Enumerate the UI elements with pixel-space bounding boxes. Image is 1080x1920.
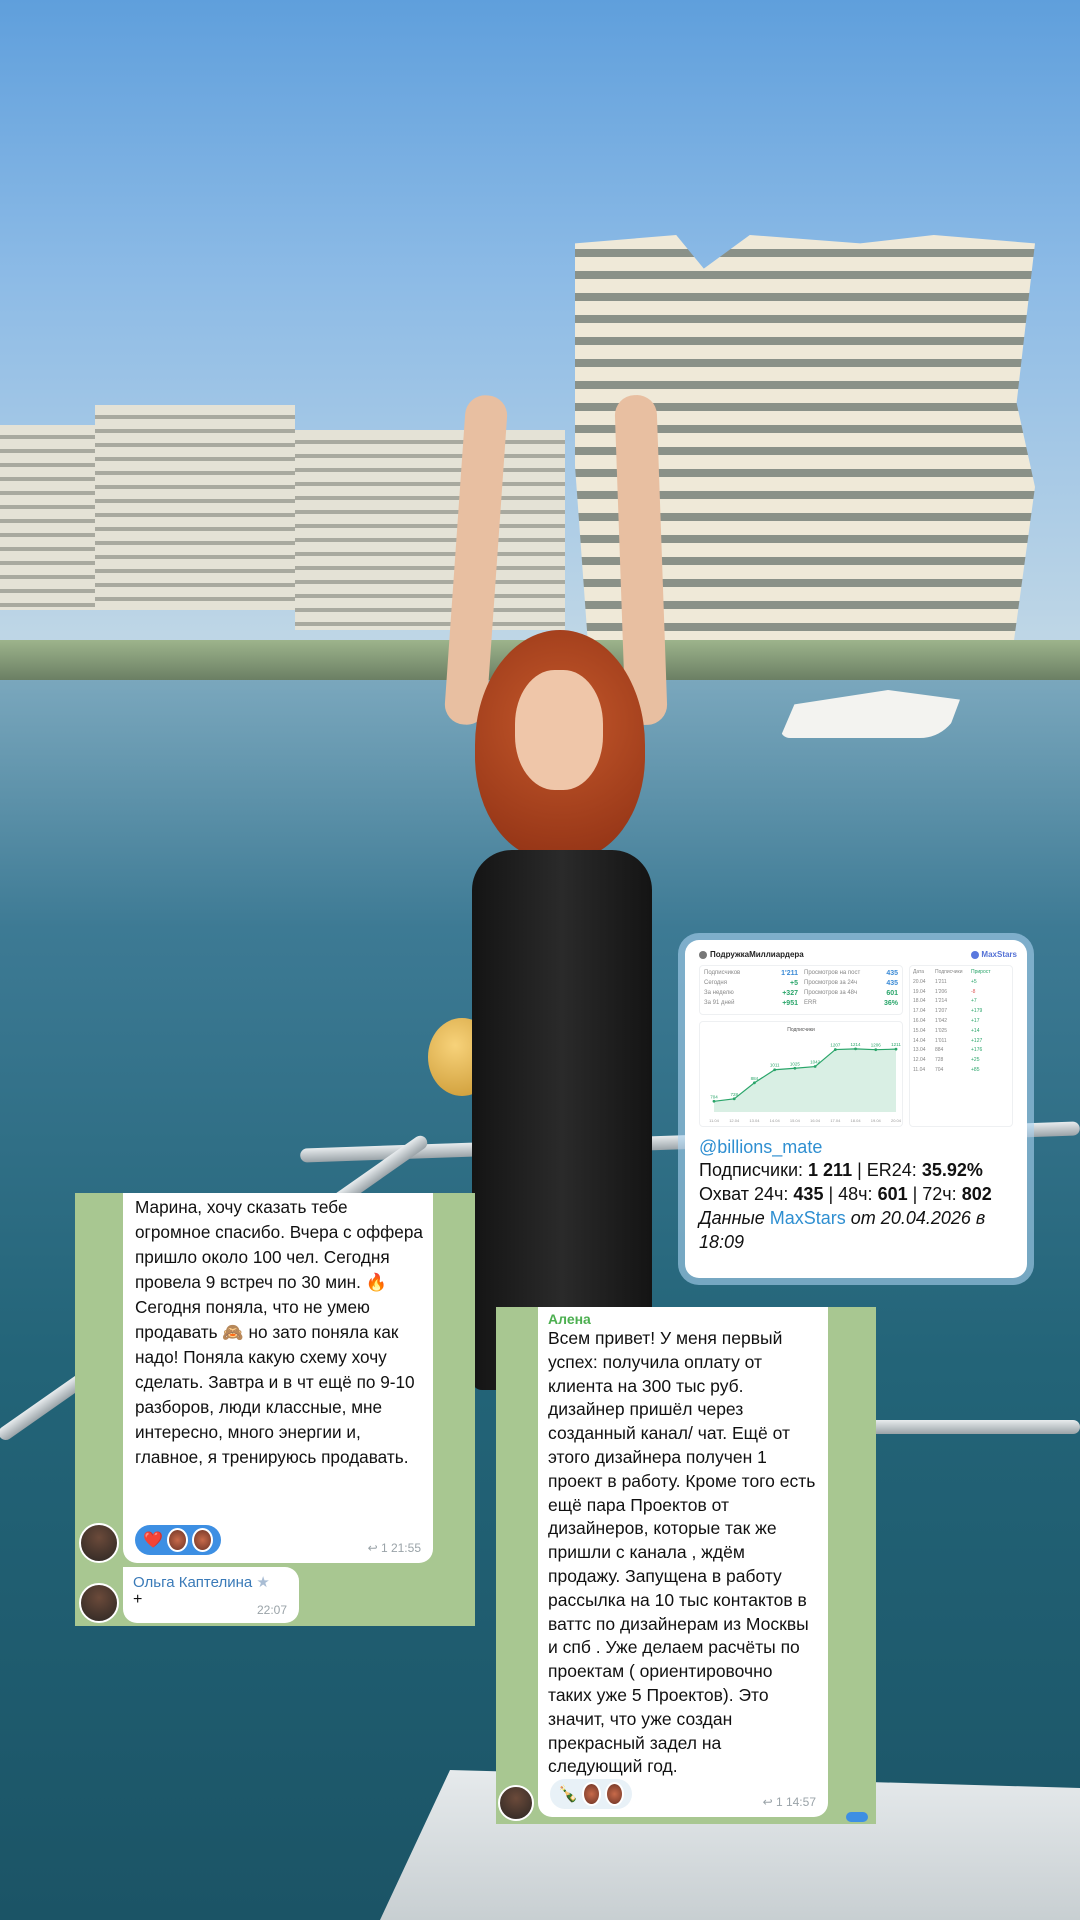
- message-text: Марина, хочу сказать тебе огромное спасибо. Вчера с оффера пришло около 100 чел. Сегодня провела 9 встреч по 30 мин. 🔥 Сегодня поняла, что не умею продавать 🙈 но зато поняла как надо! Поняла какую схему хочу сделать. Завтра и в чт ещё по 9-10 разборов, люди классные, мне интересно, много энергии и, главное, я тренируюсь продавать.: [135, 1197, 423, 1467]
- chart-data-label: 1206: [870, 1042, 881, 1048]
- table-row: [913, 998, 1009, 1008]
- reach-line: Охват 24ч: 435 | 48ч: 601 | 72ч: 802: [699, 1184, 992, 1204]
- table-cell: 704: [935, 1066, 944, 1073]
- table-cell: +14: [971, 1027, 980, 1034]
- chart-tick-label: 14.04: [769, 1118, 780, 1123]
- sender-name[interactable]: Алена: [548, 1311, 591, 1327]
- chart-point: [713, 1100, 716, 1103]
- table-cell: +176: [971, 1047, 983, 1054]
- reactor-avatar: [582, 1782, 601, 1806]
- table-cell: +7: [971, 998, 977, 1005]
- reactor-avatar: [192, 1528, 213, 1552]
- channel-avatar-icon: [699, 951, 707, 959]
- metric-label: За 91 дней: [704, 1000, 735, 1006]
- table-cell: 12.04: [913, 1057, 926, 1064]
- data-source-line: Данные MaxStars от 20.04.2026 в 18:09: [699, 1208, 986, 1252]
- chart-point: [814, 1065, 817, 1068]
- metric-label: Просмотров за 24ч: [804, 980, 858, 986]
- chart-point: [733, 1097, 736, 1100]
- table-cell: 17.04: [913, 1008, 926, 1015]
- chart-tick-label: 11.04: [709, 1118, 719, 1123]
- chart-tick-label: 17.04: [830, 1118, 841, 1123]
- table-cell: 1'211: [935, 978, 947, 985]
- metric-row: [704, 990, 798, 1000]
- table-row: [913, 1067, 1009, 1077]
- reactor-avatar: [167, 1528, 188, 1552]
- avatar[interactable]: [79, 1523, 119, 1563]
- table-cell: 1'214: [935, 998, 948, 1005]
- reactions[interactable]: [550, 1779, 632, 1809]
- chart-point: [773, 1068, 776, 1071]
- table-header: [913, 969, 1009, 979]
- reply-bubble: [123, 1567, 299, 1623]
- chart-data-label: 1042: [810, 1059, 821, 1065]
- metric-row: [804, 990, 898, 1000]
- table-cell: +85: [971, 1066, 980, 1073]
- boat-rail: [860, 1420, 1080, 1434]
- table-row: [913, 989, 1009, 999]
- table-cell: 1'011: [935, 1037, 947, 1044]
- table-cell: 18.04: [913, 998, 926, 1005]
- table-cell: 11.04: [913, 1066, 926, 1073]
- table-cell: 884: [935, 1047, 944, 1054]
- table-cell: +25: [971, 1057, 980, 1064]
- table-cell: +179: [971, 1008, 983, 1015]
- stats-left-panel: [699, 965, 903, 1127]
- message-text: Всем привет! У меня первый успех: получила оплату от клиента на 300 тыс руб. дизайнер пришёл через созданный канал/ чат. Ещё от этого дизайнера получен 1 проект в работу. Кроме того есть ещё пара Проектов от дизайнеров, которые так же пришли с канала , ждём продажу. Запущена в работу рассылка на 10 тыс контактов в ваттс по дизайнерам из Москвы и спб . Уже делаем расчёты по проектам ( ориентировочно таких уже 5 Проектов). Это значит, что уже создан прекрасный задел на следующий год.: [548, 1328, 816, 1777]
- channel-handle[interactable]: @billions_mate: [699, 1137, 823, 1157]
- table-cell: -8: [971, 988, 976, 995]
- table-row: [913, 1008, 1009, 1018]
- table-cell: 15.04: [913, 1027, 926, 1034]
- table-row: [913, 1018, 1009, 1028]
- metric-label: Подписчиков: [704, 970, 741, 976]
- table-cell: +17: [971, 1017, 980, 1024]
- metric-row: [804, 970, 898, 980]
- table-cell: 19.04: [913, 988, 926, 995]
- chart-data-label: 1025: [789, 1061, 800, 1067]
- champagne-reaction-icon[interactable]: 🍾: [558, 1786, 578, 1803]
- metric-row: [704, 1000, 798, 1010]
- metric-value: 36%: [883, 1000, 898, 1007]
- reply-time: 22:07: [256, 1603, 287, 1617]
- chart-point: [895, 1048, 898, 1051]
- chart-svg: [700, 1022, 902, 1126]
- chart-point: [874, 1048, 877, 1051]
- message-meta: ↩ 1 14:57: [762, 1795, 816, 1809]
- metric-value: +951: [782, 1000, 798, 1007]
- table-cell: 1'042: [935, 1017, 948, 1024]
- table-header-cell: Прирост: [971, 969, 991, 975]
- subs-line: Подписчики: 1 211 | ER24: 35.92%: [699, 1160, 983, 1180]
- hotel-building: [0, 425, 95, 610]
- table-cell: 13.04: [913, 1047, 926, 1054]
- table-header-cell: Дата: [913, 969, 925, 975]
- table-cell: 14.04: [913, 1037, 926, 1044]
- heart-reaction-icon[interactable]: ❤️: [143, 1532, 163, 1549]
- stats-body: [699, 965, 1017, 1127]
- metric-label: Сегодня: [704, 980, 727, 986]
- reactions[interactable]: [135, 1525, 221, 1555]
- message-meta: ↩ 1 21:55: [367, 1541, 421, 1555]
- metrics-right: [804, 970, 898, 1010]
- chart-tick-label: 15.04: [789, 1118, 800, 1123]
- table-header-cell: Подписчики: [935, 969, 963, 975]
- chart-data-label: 1211: [891, 1042, 901, 1048]
- metric-row: [804, 1000, 898, 1010]
- table-cell: +5: [971, 978, 977, 985]
- table-row: [913, 1038, 1009, 1048]
- chart-data-label: 1207: [830, 1042, 841, 1048]
- channel-title: ПодружкаМиллиардера: [699, 950, 804, 959]
- chart-title: Подписчики: [787, 1027, 815, 1033]
- chart-tick-label: 12.04: [729, 1118, 740, 1123]
- message-bubble: [123, 1193, 433, 1563]
- table-cell: 1'025: [935, 1027, 948, 1034]
- channel-stats-card: [685, 940, 1027, 1278]
- chart-area: [714, 1049, 896, 1112]
- brand-label: MaxStars: [971, 950, 1017, 959]
- table-cell: 16.04: [913, 1017, 926, 1024]
- subscribers-chart: [699, 1021, 903, 1127]
- table-cell: 20.04: [913, 978, 926, 985]
- chart-tick-label: 16.04: [810, 1118, 821, 1123]
- chart-tick-label: 18.04: [850, 1118, 861, 1123]
- metric-value: +327: [782, 990, 798, 997]
- stats-header: [699, 950, 1017, 959]
- hotel-building: [95, 405, 295, 610]
- metric-value: +5: [790, 980, 798, 987]
- chart-tick-label: 13.04: [749, 1118, 760, 1123]
- chart-data-label: 1011: [769, 1062, 780, 1068]
- message-bubble: [538, 1307, 828, 1817]
- metric-value: 435: [886, 980, 898, 987]
- chart-point: [753, 1081, 756, 1084]
- metric-label: Просмотров за 48ч: [804, 990, 858, 996]
- metric-label: ERR: [804, 1000, 817, 1006]
- metric-label: Просмотров на пост: [804, 970, 861, 976]
- reply-text: +: [133, 1591, 143, 1608]
- avatar[interactable]: [498, 1785, 534, 1821]
- table-row: [913, 979, 1009, 989]
- maxstars-icon: [971, 951, 979, 959]
- metric-row: [704, 970, 798, 980]
- avatar[interactable]: [79, 1583, 119, 1623]
- chart-data-label: 704: [710, 1094, 718, 1100]
- metric-value: 1'211: [781, 970, 798, 977]
- table-row: [913, 1047, 1009, 1057]
- table-cell: 1'207: [935, 1008, 948, 1015]
- chart-data-label: 728: [730, 1091, 738, 1097]
- reply-author: Ольга Каптелина ★: [133, 1574, 270, 1591]
- metric-row: [704, 980, 798, 990]
- table-cell: +127: [971, 1037, 983, 1044]
- metrics-grid: [699, 965, 903, 1015]
- reactor-avatar: [605, 1782, 624, 1806]
- table-row: [913, 1057, 1009, 1067]
- chart-tick-label: 20.04: [890, 1118, 902, 1123]
- chart-point: [793, 1067, 796, 1070]
- unread-pill: [846, 1812, 868, 1822]
- metrics-left: [704, 970, 798, 1010]
- chart-point: [834, 1048, 837, 1051]
- metric-value: 435: [886, 970, 898, 977]
- chat-screenshot-2: [496, 1307, 876, 1824]
- metric-label: За неделю: [704, 990, 734, 996]
- chat-screenshot-1: [75, 1193, 475, 1626]
- metric-row: [804, 980, 898, 990]
- table-cell: 1'206: [935, 988, 948, 995]
- table-cell: 728: [935, 1057, 944, 1064]
- chart-tick-label: 19.04: [870, 1118, 881, 1123]
- star-icon: ★: [256, 1574, 270, 1591]
- table-row: [913, 1028, 1009, 1038]
- chart-data-label: 884: [750, 1075, 759, 1081]
- stats-table: [909, 965, 1013, 1127]
- metric-value: 601: [886, 990, 898, 997]
- chart-point: [854, 1047, 857, 1050]
- face: [515, 670, 603, 790]
- chart-data-label: 1214: [850, 1041, 861, 1047]
